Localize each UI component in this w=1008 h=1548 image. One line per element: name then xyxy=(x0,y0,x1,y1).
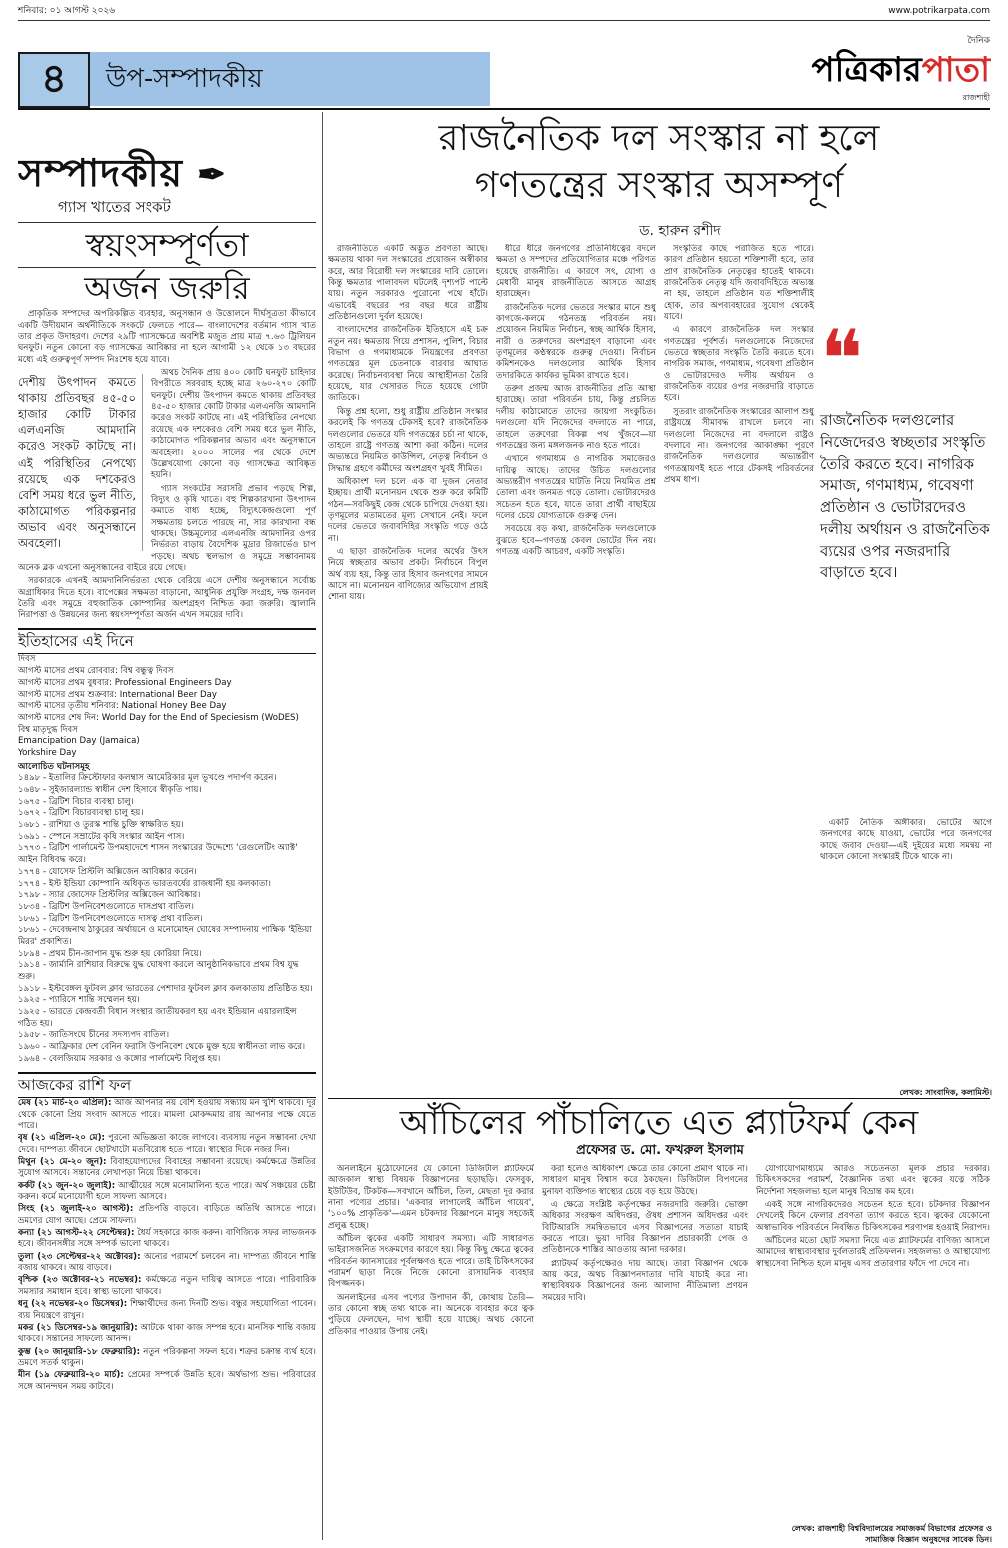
article2-byline: প্রফেসর ড. মো. ফখরুল ইসলাম xyxy=(576,1143,744,1158)
rashi-item xyxy=(18,1299,316,1322)
article-paragraph: অনলাইনে মুঠোফোনের যে কোনো ডিজিটাল প্ল্যাটফর্মে আজকাল স্বাস্থ্য বিষয়ক বিজ্ঞাপনের ছড়াছড়ি। ফেসবুক, ইউটিউব, টিকটক—সবখানে আঁচিল, তিল, মেছতা দূর করার নানা পণ্যের প্রচার। 'একবার লাগালেই আঁচিল গায়েব', '১০০% প্রাকৃতিক'—এমন চটকদার বিজ্ঞাপনে মানুষ সহজেই প্রলুব্ধ হচ্ছে। xyxy=(328,1164,534,1231)
history-day-item: আগস্ট মাসের প্রথম রোববার: বিশ্ব বন্ধুত্ব দিবস xyxy=(18,666,174,677)
history-event-item: ১৭৯৮ - স্যার জোসেফ প্রিস্টলির অক্সিজেন আবিষ্কার। xyxy=(18,890,201,901)
article-paragraph: যোগাযোগমাধ্যমে আরও সচেতনতা মূলক প্রচার দরকার। চিকিৎসকদের পরামর্শ, বৈজ্ঞানিক তথ্য এবং ত্বকের যত্নে সঠিক নির্দেশনা সহজলভ্য হলে মানুষ বিভ্রান্ত কম হবে। xyxy=(756,1164,990,1197)
rashi-sign: তুলা (২৩ সেপ্টেম্বর-২২ অক্টোবর): xyxy=(18,1251,141,1262)
history-events-label: আলোচিত ঘটনাসমূহ xyxy=(18,761,90,772)
history-event-item: ১৮৬১ - দেবেন্দ্রনাথ ঠাকুরের অর্থায়নে ও মনোমোহন ঘোষের সম্পাদনায় পাক্ষিক 'ইন্ডিয়া মিরর' প্রকাশিত। xyxy=(18,925,312,947)
editorial-title-line2: অর্জন জরুরি xyxy=(84,268,250,307)
editorial-body xyxy=(18,309,316,621)
rashi-item xyxy=(18,1133,316,1156)
logo-part-b: পাতা xyxy=(921,49,990,90)
rashi-text: বিবাহযোগ্যদের বিবাহের সম্ভাবনা রয়েছে। কর্মক্ষেত্রে উন্নতির সুযোগ আসবে। সন্তানের লেখাপড়া নিয়ে চিন্তা থাকবে। xyxy=(18,1157,316,1179)
article-paragraph: একই সঙ্গে নাগরিকদেরও সচেতন হতে হবে। চটকদার বিজ্ঞাপন দেখলেই কিনে ফেলার প্রবণতা ত্যাগ করতে হবে। ত্বকের যেকোনো অস্বাভাবিক পরিবর্তনে নিবন্ধিত চিকিৎসকের শরণাপন্ন হওয়াই নিরাপদ। xyxy=(756,1200,990,1233)
article2-author: লেখক: রাজশাহী বিশ্ববিদ্যালয়ের সমাজকর্ম বিভাগের প্রফেসর ও সামাজিক বিজ্ঞান অনুষদের সাবেক ডিন। xyxy=(791,1524,992,1544)
article2-headline[interactable]: আঁচিলের পাঁচালিতে এত প্ল্যাটফর্ম কেন xyxy=(328,1098,990,1145)
rashi-sign: কন্যা (২১ আগস্ট-২২ সেপ্টেম্বর): xyxy=(18,1228,135,1239)
history-event-item: ১৯১৪ - জার্মানি রাশিয়ার বিরুদ্ধে যুদ্ধ ঘোষণা করলে আনুষ্ঠানিকভাবে প্রথম বিশ্ব যুদ্ধ শুরু। xyxy=(18,960,299,983)
article-paragraph: তরুণ প্রজন্ম আজ রাজনীতির প্রতি আস্থা হারাচ্ছে। তারা পরিবর্তন চায়, কিন্তু প্রচলিত দলীয় কাঠামোতে তাদের জায়গা সংকুচিত। দলগুলো যদি নিজেদের বদলাতে না পারে, তাহলে তরুণেরা বিকল্প পথ খুঁজবে—যা গণতন্ত্রের জন্য মঙ্গলজনক নাও হতে পারে। xyxy=(496,384,656,451)
article-paragraph: করা হলেও অধিকাংশ ক্ষেত্রে তার কোনো প্রমাণ থাকে না। সাধারণ মানুষ বিশ্বাস করে ঠকছেন। ডিজিটাল বিপণনের মুনাফা ব্যক্তিগত স্বাস্থ্যের চেয়ে বড় হয়ে উঠছে। xyxy=(542,1164,748,1197)
history-day-item: আগস্ট মাসের তৃতীয় শনিবার: National Honey Bee Day xyxy=(18,701,227,712)
history-event-item: ১৯৫৮ - জাতিসংঘে চীনের সদস্যপদ বাতিল। xyxy=(18,1030,170,1041)
rashi-item xyxy=(18,1181,316,1204)
rashi-sign: বৃশ্চিক (২৩ অক্টোবর-২১ নভেম্বর): xyxy=(18,1275,142,1286)
article1-headline[interactable] xyxy=(328,116,990,210)
rashi-sign: সিংহ (২১ জুলাই-২০ আগস্ট): xyxy=(18,1204,134,1215)
rashi-text: পুরনো অভিজ্ঞতা কাজে লাগবে। ব্যবসায় নতুন সম্ভাবনা দেখা দেবে। দাম্পত্য জীবনে ছোটখাটো মতবিরোধ হতে পারে। স্বাস্থ্যের দিকে নজর দিন। xyxy=(18,1133,316,1155)
editorial-intro: প্রাকৃতিক সম্পদের অপরিকল্পিত ব্যবহার, অনুসন্ধান ও উত্তোলনে দীর্ঘসূত্রতা কীভাবে একটি উদীয়মান অর্থনীতিকে সংকটে ফেলতে পারে— বাংলাদেশের বর্তমান গ্যাস খাত তার প্রকৃত উদাহরণ। দেশের ২৯টি গ্যাসক্ষেত্রে অবশিষ্ট মজুত প্রায় মাত্র ৭.৬৩ ট্রিলিয়ন ঘনফুট। নতুন কোনো বড় গ্যাসক্ষেত্র আবিষ্কার না হলে আগামী ১২ থেকে ১৩ বছরের মধ্যে এই গুরুত্বপূর্ণ সম্পদ নিঃশেষ হয়ে যাবে। xyxy=(18,309,316,365)
article-paragraph: অনলাইনের এসব পণ্যের উপাদান কী, কোথায় তৈরি—তার কোনো স্বচ্ছ তথ্য থাকে না। অনেকে ব্যবহার করে ত্বক পুড়িয়ে ফেলছেন, দাগ স্থায়ী হয়ে যাচ্ছে। অথচ কোনো প্রতিকার পাওয়ার উপায় নেই। xyxy=(328,1292,534,1337)
rashi-sign: মেষ (২১ মার্চ-২০ এপ্রিল): xyxy=(18,1098,112,1109)
rashi-text: ধৈর্য সহকারে কাজ করুন। বাণিজ্যিক সফর লাভজনক হবে। জীবনসঙ্গীর সঙ্গে সম্পর্ক ভালো থাকবে। xyxy=(18,1228,316,1250)
history-event-item: ১৬৪৮ - সুইজারল্যান্ড স্বাধীন দেশ হিসাবে স্বীকৃতি পায়। xyxy=(18,785,202,796)
editorial-subhead: গ্যাস খাতের সংকট xyxy=(58,198,171,216)
article-paragraph: আঁচিল ত্বকের একটি সাধারণ সমস্যা। এটি সাধারণত ভাইরাসজনিত সংক্রমণের কারণে হয়। কিন্তু কিছু ক্ষেত্রে ত্বকের পরিবর্তন ক্যানসারের পূর্বলক্ষণও হতে পারে। তাই চিকিৎসকের পরামর্শ ছাড়া নিজে নিজে কোনো রাসায়নিক ব্যবহার বিপজ্জনক। xyxy=(328,1234,534,1290)
article-paragraph: সংস্কৃতির কাছে পরাজিত হতে পারে। কারণ প্রতিষ্ঠান হয়তো শক্তিশালী হবে, তার প্রাণ রাজনৈতিক নেতৃত্বের হাতেই থাকবে। রাজনৈতিক নেতৃত্ব যদি জবাবদিহিতে অভ্যস্ত না হয়, তাহলে প্রতিষ্ঠান যত শক্তিশালীই হোক, তার অপব্যবহারের সুযোগ থেকেই যাবে। xyxy=(664,244,814,323)
history-day-item: Yorkshire Day xyxy=(18,747,77,758)
editorial-heading-text: সম্পাদকীয় xyxy=(18,150,183,195)
editorial-column xyxy=(18,112,316,1540)
article-paragraph: এখানে গণমাধ্যম ও নাগরিক সমাজেরও দায়িত্ব আছে। তাদের উচিত দলগুলোর অভ্যন্তরীণ গণতন্ত্রের ঘাটতি নিয়ে নিয়মিত প্রশ্ন তোলা এবং জনমত গড়ে তোলা। ভোটারদেরও সচেতন হতে হবে, যাতে তারা প্রার্থী বাছাইয়ে দলের চেয়ে যোগ্যতাকে গুরুত্ব দেন। xyxy=(496,454,656,521)
rashi-text: আত্মীয়ের সঙ্গে মনোমালিন্য হতে পারে। অর্থ সঞ্চয়ের চেষ্টা করুন। কর্মে মনোযোগী হলে সাফল্য আসবে। xyxy=(18,1180,316,1203)
history-event-item: ১৮৬১ - ব্রিটিশ উপনিবেশগুলোতে দাসত্ব প্রথা বাতিল। xyxy=(18,913,203,924)
history-title: ইতিহাসের এই দিনে xyxy=(18,628,316,655)
history-event-item: ১৪৯৮ - ইতালির ক্রিস্টোফার কলম্বাস আমেরিকার মূল ভূখণ্ডে পদার্পণ করেন। xyxy=(18,773,277,784)
masthead-tagline: রাজশাহী xyxy=(962,92,990,102)
rashi-title: আজকের রাশি ফল xyxy=(18,1072,316,1099)
article2-column-2 xyxy=(542,1164,748,1536)
rashi-sign: কর্কট (২১ জুন-২০ জুলাই): xyxy=(18,1180,116,1191)
history-event-item: ১৬৮১ - রাশিয়া ও তুরস্ক শান্তি চুক্তি স্বাক্ষরিত হয়। xyxy=(18,820,184,831)
header-rule xyxy=(18,108,990,110)
masthead-small: দৈনিক xyxy=(967,36,990,46)
rashi-item xyxy=(18,1157,316,1180)
rashi-sign: বৃষ (২১ এপ্রিল-২০ মে): xyxy=(18,1133,105,1144)
article-paragraph: এ ছাড়া রাজনৈতিক দলের অর্থের উৎস নিয়ে স্বচ্ছতার অভাব প্রকট। নির্বাচনে বিপুল অর্থ ব্যয় হয়, কিন্তু তার হিসাব জনগণের সামনে আসে না। মনোনয়ন বাণিজ্যের অভিযোগ প্রায়ই শোনা যায়। xyxy=(328,546,488,603)
editorial-heading xyxy=(18,148,316,198)
history-day-item: আগস্ট মাসের প্রথম শুক্রবার: International Beer Day xyxy=(18,689,218,700)
rashi-sign: মিথুন (২১ মে-২০ জুন): xyxy=(18,1157,107,1168)
article-paragraph: কিন্তু প্রশ্ন হলো, শুধু রাষ্ট্রীয় প্রতিষ্ঠান সংস্কার করলেই কি গণতন্ত্র টেকসই হবে? রাজনৈতিক দলগুলোর ভেতরে যদি গণতন্ত্রের চর্চা না থাকে, তাহলে রাষ্ট্রে গণতন্ত্র আশা করা কঠিন। দলের অভ্যন্তরে নিয়মিত কাউন্সিল, নেতৃত্ব নির্বাচন ও সিদ্ধান্ত গ্রহণে কর্মীদের অংশগ্রহণ খুবই সীমিত। xyxy=(328,406,488,474)
logo-part-a: পত্রিকার xyxy=(811,49,922,90)
rashi-text: অন্যের পরামর্শে চলবেন না। দাম্পত্য জীবনে শান্তি বজায় থাকবে। আয় বাড়বে। xyxy=(18,1251,316,1274)
history-event-item: ১৯৬৪ - বেলজিয়াম সরকার ও কঙ্গোর পার্লামেন্ট বিলুপ্ত হয়। xyxy=(18,1053,221,1064)
history-event-item: ১৯৬০ - আফ্রিকার দেশ বেনিন ফরাসি উপনিবেশ থেকে মুক্ত হয়ে স্বাধীনতা লাভ করে। xyxy=(18,1042,306,1053)
history-event-item: ১৯২৫ - ভারতে কেন্দ্রবর্তী বিধান সংস্থার জাতীয়করণ হয় এবং ইন্ডিয়ান এয়ারলাইন্স গঠিত হয়। xyxy=(18,1007,297,1029)
history-event-item: ১৭৭৪ - যোসেফ প্রিস্টলি অক্সিজেন আবিষ্কার করেন। xyxy=(18,866,197,877)
article1-headline-line1: রাজনৈতিক দল সংস্কার না হলে xyxy=(438,118,880,159)
article1-author: লেখক: সাংবাদিক, কলামিস্ট। xyxy=(899,1088,992,1097)
rashi-item xyxy=(18,1323,316,1346)
rashi-sign: কুম্ভ (২০ জানুয়ারি-১৮ ফেব্রুয়ারি): xyxy=(18,1346,141,1357)
rashi-item xyxy=(18,1228,316,1251)
pen-icon: ✒ xyxy=(197,155,227,195)
rashi-item xyxy=(18,1204,316,1227)
rashi-text: প্রতিপত্তি বাড়বে। বাড়িতে অতিথি আসতে পারে। ভ্রমণের যোগ আছে। প্রেমে সাফল্য। xyxy=(18,1204,316,1226)
rashi-sign: ধনু (২২ নভেম্বর-২০ ডিসেম্বর): xyxy=(18,1299,128,1310)
article-paragraph: ধীরে ধীরে জনগণের প্রতিনিধিত্বের বদলে ক্ষমতা ও সম্পদের প্রতিযোগিতার মঞ্চে পরিণত হয়েছে রাজনীতি। এ কারণে সৎ, যোগ্য ও মেধাবী মানুষ রাজনীতিতে আসতে আগ্রহ হারাচ্ছেন। xyxy=(496,244,656,300)
article2-column-3 xyxy=(756,1164,990,1520)
article-paragraph: সবচেয়ে বড় কথা, রাজনৈতিক দলগুলোকে বুঝতে হবে—গণতন্ত্র কেবল ভোটের দিন নয়। গণতন্ত্র একটি আচরণ, একটি সংস্কৃতি। xyxy=(496,524,656,557)
history-event-item: ১৬৯১ - স্পেনে সম্রাটের কৃষি সংস্কার আইন পাস। xyxy=(18,831,185,842)
editorial-paragraph: সরকারকে এখনই আমদানিনির্ভরতা থেকে বেরিয়ে এসে দেশীয় অনুসন্ধানে সর্বোচ্চ অগ্রাধিকার দিতে হবে। বাপেক্সের সক্ষমতা বাড়ানো, আধুনিক প্রযুক্তি সংগ্রহ, দক্ষ জনবল তৈরি এবং সমুদ্রে বহুজাতিক কোম্পানির অংশগ্রহণ নিশ্চিত করা জরুরি। জ্বালানি নিরাপত্তা ও উন্নয়নের জন্য স্বয়ংসম্পূর্ণতা অর্জন এখন সময়ের দাবি। xyxy=(18,576,316,621)
article-paragraph: রাজনীতিতে একটি অদ্ভুত প্রবণতা আছে। ক্ষমতায় থাকা দল সংস্কারের প্রয়োজন অস্বীকার করে, আর বিরোধী দল সংস্কারের দাবি তোলে। কিন্তু ক্ষমতার পালাবদল ঘটলেই দৃশ্যপট পাল্টে যায়। নতুন সরকারও পুরোনো পথে হাঁটে। এভাবেই বছরের পর বছর ধরে রাষ্ট্রীয় প্রতিষ্ঠানগুলো দুর্বল হয়েছে। xyxy=(328,244,488,323)
history-event-item: ১৭৭৪ - ইস্ট ইন্ডিয়া কোম্পানি অধিকৃত ভারতবর্ষের রাজধানী হয় কলকাতা। xyxy=(18,878,271,889)
history-day-item: Emancipation Day (Jamaica) xyxy=(18,736,140,747)
history-day-item: আগস্ট মাসের শেষ দিন: World Day for the End of Speciesism (WoDES) xyxy=(18,712,299,723)
history-box xyxy=(18,654,316,1065)
editorial-paragraph: অথচ দৈনিক প্রায় ৪০০ কোটি ঘনফুট চাহিদার বিপরীতে সরবরাহ হচ্ছে মাত্র ২৬০-২৭০ কোটি ঘনফুট। দেশীয় উৎপাদন কমতে থাকায় প্রতিবছর ৪৫-৫০ হাজার কোটি টাকার এলএনজি আমদানি করেও সংকট কাটছে না। এই পরিস্থিতির নেপথ্যে রয়েছে এক দশকেরও বেশি সময় ধরে ভুল নীতি, কাঠামোগত পরিকল্পনার অভাব এবং অনুসন্ধানে অবহেলা। ২০০০ সালের পর থেকে দেশে উল্লেখযোগ্য কোনো বড় গ্যাসক্ষেত্র আবিষ্কৃত হয়নি। xyxy=(151,368,316,481)
rashi-box xyxy=(18,1098,316,1393)
history-event-item: ১৮৯৪ - প্রথম চীন-জাপান যুদ্ধ শুরু হয় কোরিয়া নিয়ে। xyxy=(18,948,202,959)
article1-column-1 xyxy=(328,244,488,1090)
rashi-text: আজ আপনার নয় বেশি হওয়ায় সন্ধ্যায় মন খুশি থাকবে। দূর থেকে কোনো প্রিয় সংবাদ আসতে পারে। মামলা মোকদ্দমায় রায় আপনার পক্ষে যেতে পারে। xyxy=(18,1098,316,1132)
quote-mark-icon: ❝ xyxy=(820,313,864,406)
rashi-text: কর্মক্ষেত্রে নতুন দায়িত্ব আসতে পারে। পারিবারিক সমস্যার সমাধান হবে। স্বাস্থ্য ভালো থাকবে। xyxy=(18,1275,316,1297)
newspaper-logo[interactable] xyxy=(812,50,990,90)
rashi-item xyxy=(18,1252,316,1275)
article-paragraph: প্ল্যাটফর্ম কর্তৃপক্ষেরও দায় আছে। তারা বিজ্ঞাপন থেকে আয় করে, অথচ বিজ্ঞাপনদাতার দাবি যাচাই করে না। স্বাস্থ্যবিষয়ক বিজ্ঞাপনের জন্য আলাদা নীতিমালা প্রণয়ন সময়ের দাবি। xyxy=(542,1258,748,1303)
rashi-text: আটকে থাকা কাজ সম্পন্ন হবে। মানসিক শান্তি বজায় থাকবে। সন্তানের সাফল্যে আনন্দ। xyxy=(18,1322,316,1345)
article1-column-2 xyxy=(496,244,656,1090)
history-days-label: দিবস xyxy=(18,654,36,665)
rashi-sign: মকর (২১ ডিসেম্বর-১৯ জানুয়ারি): xyxy=(18,1322,138,1333)
page-number: ৪ xyxy=(18,52,90,108)
article1-headline-line2: গণতন্ত্রের সংস্কার অসম্পূর্ণ xyxy=(474,164,844,206)
masthead xyxy=(790,36,990,100)
rashi-sign: মীন (১৯ ফেব্রুয়ারি-২০ মার্চ): xyxy=(18,1370,124,1381)
history-day-item: আগস্ট মাসের প্রথম বুধবার: Professional Engineers Day xyxy=(18,677,232,688)
rashi-text: প্রেমের সম্পর্কে উন্নতি হবে। অর্থভাগ্য শুভ। পরিবারের সঙ্গে আনন্দঘন সময় কাটবে। xyxy=(18,1370,316,1392)
history-event-item: ১৬৭৫ - ব্রিটিশ বিচার ব্যবস্থা চালু। xyxy=(18,796,134,807)
editorial-pullquote: দেশীয় উৎপাদন কমতে থাকায় প্রতিবছর ৪৫-৫০ হাজার কোটি টাকার এলএনজি আমদানি করেও সংকট কাটছে না। এই পরিস্থিতির নেপথ্যে রয়েছে এক দশকেরও বেশি সময় ধরে ভুল নীতি, কাঠামোগত পরিকল্পনার অভাব এবং অনুসন্ধানে অবহেলা। xyxy=(18,374,143,551)
article-paragraph: বাংলাদেশের রাজনৈতিক ইতিহাসে এই চক্র নতুন নয়। ক্ষমতায় গিয়ে প্রশাসন, পুলিশ, বিচার বিভাগ ও গণমাধ্যমকে নিয়ন্ত্রণের প্রবণতা গণতন্ত্রের মূল চেতনাকে বারবার আঘাত করেছে। নির্বাচনব্যবস্থা নিয়ে আস্থাহীনতা তৈরি হয়েছে, যার খেসারত দিতে হয়েছে গোটা জাতিকে। xyxy=(328,325,488,404)
top-strip xyxy=(18,6,990,21)
column-divider xyxy=(322,112,323,1540)
article-paragraph: রাজনৈতিক দলের ভেতরে সংস্কার মানে শুধু কাগজে-কলমে গঠনতন্ত্র পরিবর্তন নয়। প্রয়োজন নিয়মিত নির্বাচন, স্বচ্ছ আর্থিক হিসাব, নারী ও তরুণদের অংশগ্রহণ বাড়ানো এবং তৃণমূলের কণ্ঠস্বরকে গুরুত্ব দেওয়া। নির্বাচন কমিশনকেও দলগুলোর আর্থিক হিসাব তদারকিতে কার্যকর ভূমিকা রাখতে হবে। xyxy=(496,302,656,381)
rashi-item xyxy=(18,1098,316,1132)
article1-quote-text: রাজনৈতিক দলগুলোর নিজেদেরও স্বচ্ছতার সংস্কৃতি তৈরি করতে হবে। নাগরিক সমাজ, গণমাধ্যম, গবেষণা প্রতিষ্ঠান ও ভোটারদেরও দলীয় অর্থায়ন ও রাজনৈতিক ব্যয়ের ওপর নজরদারি বাড়াতে হবে। xyxy=(820,411,990,582)
article-paragraph: একটি নৈতিক অঙ্গীকার। ভোটের আগে জনগণের কাছে যাওয়া, ভোটের পরে জনগণের কাছে জবাব দেওয়া—এই দুইয়ের মধ্যে সমন্বয় না থাকলে কোনো সংস্কারই টিকে থাকে না। xyxy=(820,818,992,863)
rashi-item xyxy=(18,1275,316,1298)
article1-pullquote xyxy=(820,313,990,808)
article2-column-1 xyxy=(328,1164,534,1536)
article-paragraph: আঁচিলের মতো ছোট সমস্যা নিয়ে এত প্ল্যাটফর্মের বাণিজ্য আসলে আমাদের স্বাস্থ্যব্যবস্থার দুর্বলতারই প্রতিফলন। সহজলভ্য ও আস্থাযোগ্য স্বাস্থ্যসেবা নিশ্চিত হলে মানুষ এসব প্রতারণার ফাঁদে পা দেবে না। xyxy=(756,1236,990,1269)
article1-column-3 xyxy=(664,244,814,1090)
history-event-item: ১৬৭২ - ব্রিটিশ বিচারব্যবস্থা চালু হয়। xyxy=(18,808,144,819)
rashi-item xyxy=(18,1347,316,1370)
history-event-item: ১৮৩৪ - ব্রিটিশ উপনিবেশগুলোতে দাসপ্রথা বাতিল। xyxy=(18,901,194,912)
editorial-paragraph: গ্যাস সংকটের সরাসরি প্রভাব পড়ছে শিল্প, বিদ্যুৎ ও কৃষি খাতে। বহু শিল্পকারখানা উৎপাদন কমাতে বাধ্য হচ্ছে, বিদ্যুৎকেন্দ্রগুলো পূর্ণ সক্ষমতায় চলতে পারছে না, সার কারখানা বন্ধ থাকছে। উচ্চমূল্যের এলএনজি আমদানির ওপর নির্ভরতা বাড়ায় বৈদেশিক মুদ্রার রিজার্ভেও চাপ পড়ছে। অথচ স্থলভাগ ও সমুদ্রে সম্ভাবনাময় অনেক ব্লক এখনো অনুসন্ধানের বাইরে রয়ে গেছে। xyxy=(18,483,316,573)
rashi-text: নতুন পরিকল্পনা সফল হবে। শত্রুর চক্রান্ত ব্যর্থ হবে। ভ্রমণে সতর্ক থাকুন। xyxy=(18,1346,316,1368)
article1-byline: ড. হারুন রশীদ xyxy=(639,223,721,239)
history-day-item: বিশ্ব মাতৃদুগ্ধ দিবস xyxy=(18,724,78,735)
editorial-title-line1: স্বয়ংসম্পূর্ণতা xyxy=(18,222,316,268)
history-event-item: ১৯২৫ - প্যারিসে শান্তি সম্মেলন হয়। xyxy=(18,995,140,1006)
issue-date: শনিবার: ০১ আগস্ট ২০২৬ xyxy=(18,6,116,16)
article-paragraph: অধিকাংশ দল চলে এক বা দুজন নেতার ইচ্ছায়। প্রার্থী মনোনয়ন থেকে শুরু করে কমিটি গঠন—সবকিছুই কেন্দ্র থেকে চাপিয়ে দেওয়া হয়। তৃণমূলের মতামতের মূল্য সেখানে নেই। ফলে দলের ভেতরে জবাবদিহির সংস্কৃতি গড়ে ওঠে না। xyxy=(328,476,488,544)
article1-column-4 xyxy=(820,818,992,1084)
rashi-item xyxy=(18,1370,316,1393)
article-paragraph: এ ক্ষেত্রে সংশ্লিষ্ট কর্তৃপক্ষের নজরদারি জরুরি। ভোক্তা অধিকার সংরক্ষণ অধিদপ্তর, ঔষধ প্রশাসন অধিদপ্তর এবং বিটিআরসি সমন্বিতভাবে এসব বিজ্ঞাপনের সত্যতা যাচাই করতে পারে। ভুয়া দাবির বিজ্ঞাপন প্রচারকারী পেজ ও প্রতিষ্ঠানকে শাস্তির আওতায় আনা দরকার। xyxy=(542,1200,748,1256)
history-event-item: ১৭৭৩ - ব্রিটিশ পার্লামেন্ট উপমহাদেশে শাসন সংস্কারের উদ্দেশ্যে 'রেগুলেটিং অ্যাক্ট' আইন বিধিবদ্ধ করে। xyxy=(18,843,298,866)
section-title: উপ-সম্পাদকীয় xyxy=(90,52,490,106)
article-paragraph: এ কারণে রাজনৈতিক দল সংস্কার গণতন্ত্রের পূর্বশর্ত। দলগুলোকে নিজেদের ভেতরে স্বচ্ছতার সংস্কৃতি তৈরি করতে হবে। নাগরিক সমাজ, গণমাধ্যম, গবেষণা প্রতিষ্ঠান ও ভোটারদেরও দলীয় অর্থায়ন ও রাজনৈতিক ব্যয়ের ওপর নজরদারি বাড়াতে হবে। xyxy=(664,325,814,404)
rashi-text: শিক্ষার্থীদের জন্য দিনটি শুভ। বন্ধুর সহযোগিতা পাবেন। ব্যয় নিয়ন্ত্রণে রাখুন। xyxy=(18,1299,316,1321)
website-link[interactable]: www.potrikarpata.com xyxy=(888,6,990,16)
article-paragraph: সুতরাং রাজনৈতিক সংস্কারের আলাপ শুধু রাষ্ট্রযন্ত্রে সীমাবদ্ধ রাখলে চলবে না। দলগুলো নিজেদের না বদলালে রাষ্ট্রও বদলাবে না। জনগণের আকাঙ্ক্ষা পূরণে রাজনৈতিক দলগুলোর অভ্যন্তরীণ গণতন্ত্রায়ণই হতে পারে টেকসই পরিবর্তনের প্রথম ধাপ। xyxy=(664,406,814,485)
history-event-item: ১৯১৮ - ইস্টবেঙ্গল ফুটবল ক্লাব ভারতের পেশাদার ফুটবল ক্লাব কলকাতায় প্রতিষ্ঠিত হয়। xyxy=(18,983,313,994)
